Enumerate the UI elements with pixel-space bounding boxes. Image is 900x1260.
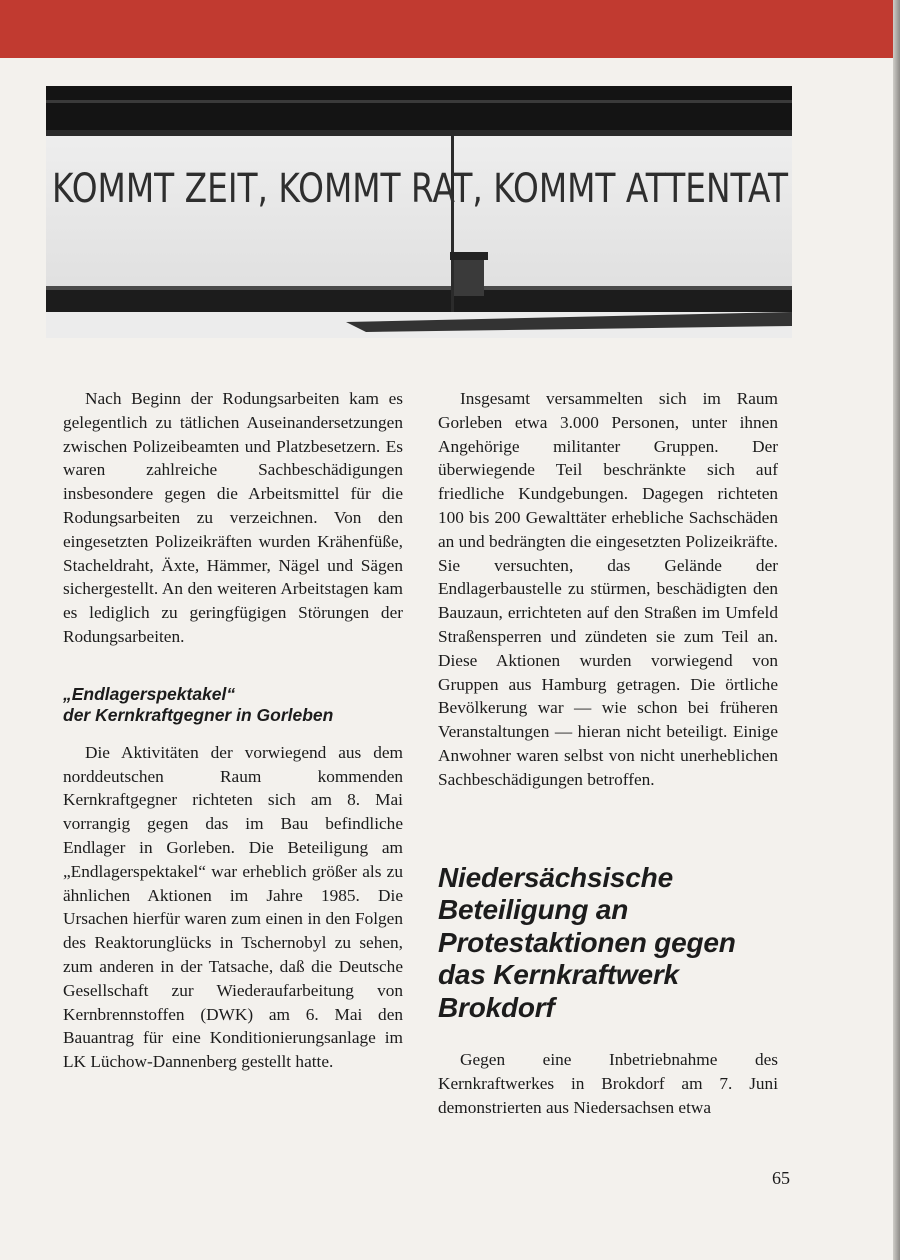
- left-text-column: [63, 387, 403, 1074]
- graffiti-text: KOMMT ZEIT, KOMMT RAT, KOMMT ATTENTAT: [52, 166, 789, 212]
- body-paragraph: Gegen eine Inbetriebnahme des Kernkraftwerkes in Brokdorf am 7. Juni demonstrierten aus Niedersachsen etwa: [438, 1050, 778, 1117]
- graffiti-photo: [46, 86, 792, 338]
- red-header-band: [0, 0, 893, 58]
- heading-line: Beteiligung an: [438, 894, 629, 926]
- section-subheading: [63, 684, 403, 726]
- heading-line: Protestaktionen gegen: [438, 926, 736, 958]
- subheading-line: der Kernkraftgegner in Gorleben: [63, 704, 334, 725]
- right-text-column: [438, 387, 778, 1119]
- body-paragraph: Die Aktivitäten der vorwiegend aus dem norddeutschen Raum kommenden Kernkraftgegner richteten sich am 8. Mai vorrangig gegen das im Bau befindliche Endlager in Gorleben. Die Beteiligung am „Endlagerspektakel“ war erheblich größer als zu ähnlichen Aktionen im Jahre 1985. Die Ursachen hierfür waren zum einen in den Folgen des Reaktorunglücks in Tschernobyl zu sehen, zum anderen in der Tatsache, daß die Deutsche Gesellschaft zur Wiederaufarbeitung von Kernbrennstoffen (DWK) am 6. Mai den Bauantrag für eine Konditionierungsanlage im LK Lüchow-Dannenberg gestellt hatte.: [63, 742, 403, 1072]
- body-paragraph: Nach Beginn der Rodungsarbeiten kam es gelegentlich zu tätlichen Auseinandersetzungen zwischen Polizeibeamten und Platzbesetzern. Es waren zahlreiche Sachbeschädigungen insbesondere gegen die Arbeitsmittel für die Rodungsarbeiten zu verzeichnen. Von den eingesetzten Polizeikräften wurden Krähenfüße, Stacheldraht, Äxte, Hämmer, Nägel und Sägen sichergestellt. An den weiteren Arbeitstagen kam es lediglich zu geringfügigen Störungen der Rodungsarbeiten.: [63, 389, 403, 646]
- page-edge-shadow: [893, 0, 900, 1260]
- page-number: 65: [772, 1168, 790, 1188]
- heading-line: Niedersächsische: [438, 861, 673, 893]
- body-paragraph: Insgesamt versammelten sich im Raum Gorleben etwa 3.000 Personen, unter ihnen Angehörige militanter Gruppen. Der überwiegende Teil beschränkte sich auf friedliche Kundgebungen. Dagegen richteten 100 bis 200 Gewalttäter erhebliche Sachschäden an und bedrängten die eingesetzten Polizeikräfte. Sie versuchten, das Gelände der Endlagerbaustelle zu stürmen, beschädigten den Bauzaun, errichteten auf den Straßen im Umfeld Straßensperren und zündeten sie zum Teil an. Diese Aktionen wurden vorwiegend von Gruppen aus Hamburg getragen. Die örtliche Bevölkerung war — wie schon bei früheren Veranstaltungen — hieran nicht beteiligt. Einige Anwohner waren selbst von nicht unerheblichen Sachbeschädigungen betroffen.: [438, 389, 778, 789]
- subheading-line: „Endlagerspektakel“: [63, 683, 236, 704]
- heading-line: Brokdorf: [438, 991, 555, 1023]
- section-heading: [438, 862, 778, 1025]
- heading-line: das Kernkraftwerk: [438, 959, 679, 991]
